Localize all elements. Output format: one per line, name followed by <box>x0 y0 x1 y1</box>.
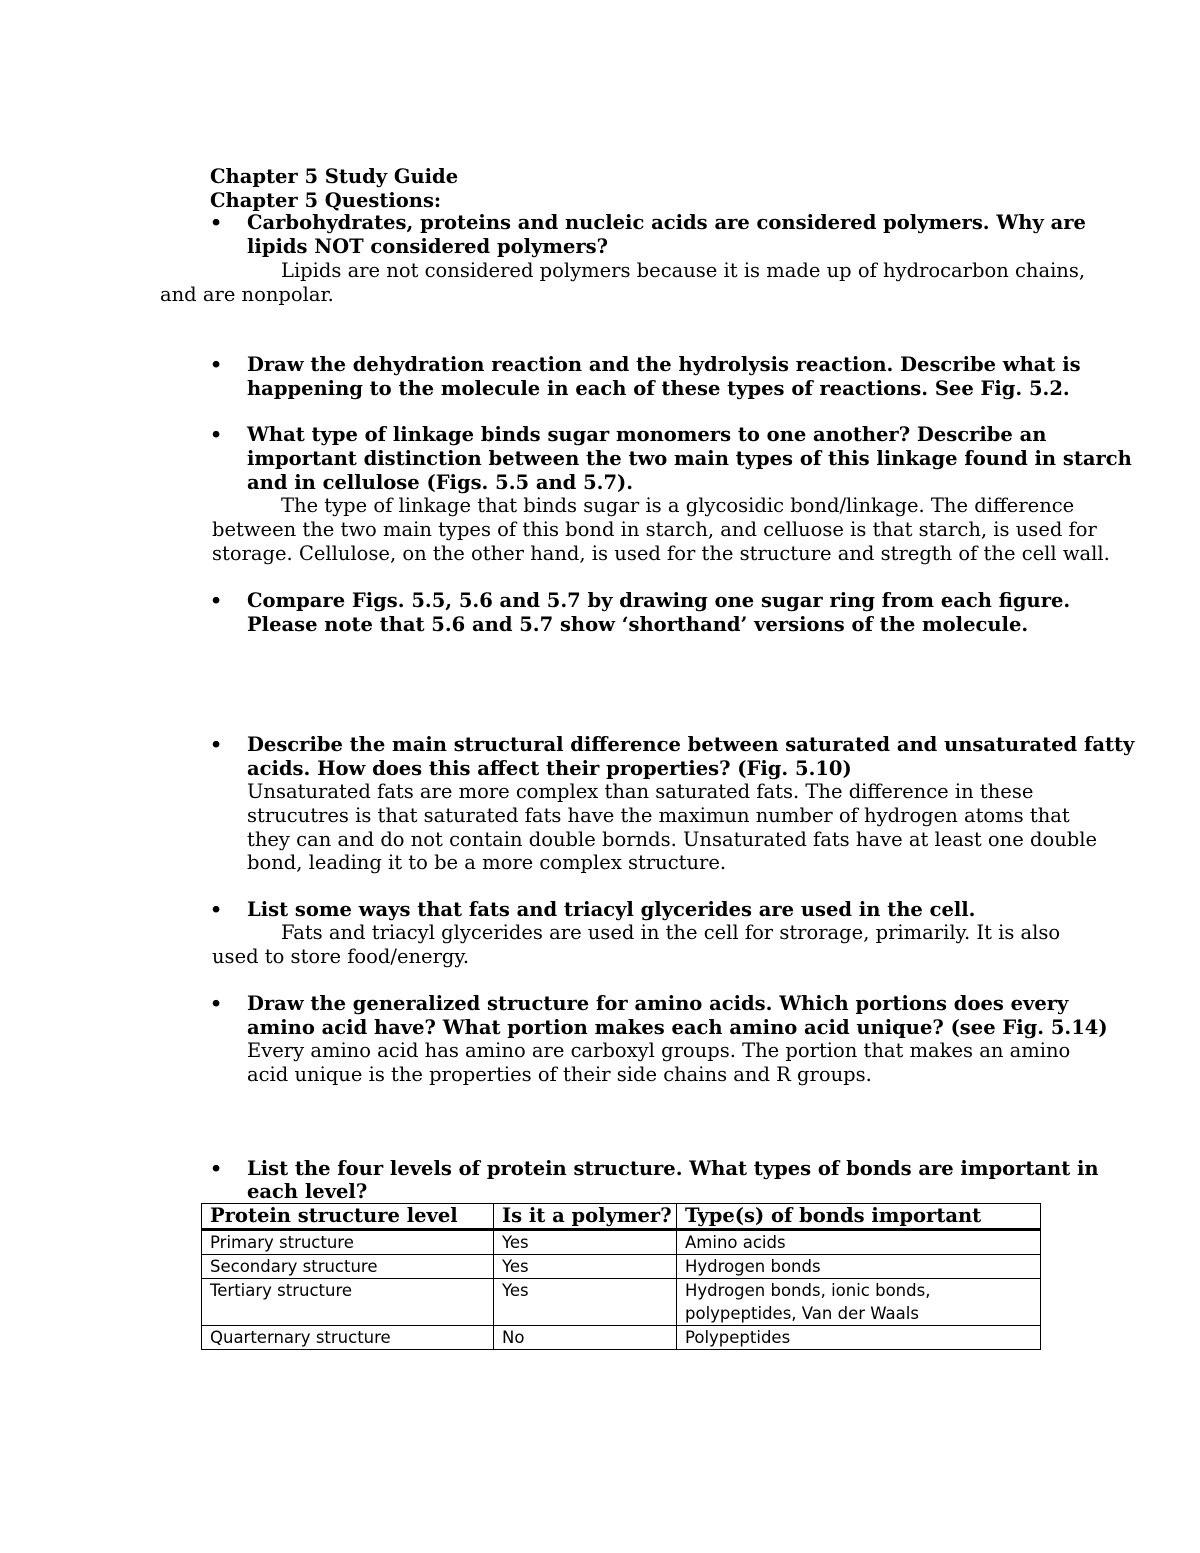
table-row <box>202 1255 1041 1279</box>
table-cell <box>677 1279 1041 1326</box>
bullet-icon: • <box>210 212 223 234</box>
page-title: Chapter 5 Study Guide <box>210 165 459 188</box>
question-5-text: acids. How does this affect their properties? (Fig. 5.10) <box>247 757 852 780</box>
table-cell: No <box>494 1326 677 1350</box>
table-cell: Yes <box>494 1255 677 1279</box>
table-cell: Amino acids <box>677 1230 1041 1255</box>
table-cell-line: polypeptides, Van der Waals <box>685 1304 919 1323</box>
table-cell: Yes <box>494 1230 677 1255</box>
question-4-text: Please note that 5.6 and 5.7 show ‘shorthand’ versions of the molecule. <box>247 613 1029 636</box>
answer-1-text: and are nonpolar. <box>160 283 334 306</box>
table-cell: Quarternary structure <box>202 1326 494 1350</box>
table-cell-line: Hydrogen bonds, ionic bonds, <box>685 1281 931 1300</box>
question-6-text: List some ways that fats and triacyl glycerides are used in the cell. <box>247 898 976 921</box>
answer-5-text: bond, leading it to be a more complex structure. <box>247 851 727 874</box>
answer-5-text: Unsaturated fats are more complex than saturated fats. The difference in these <box>247 780 1034 803</box>
table-cell: Yes <box>494 1279 677 1326</box>
answer-7-text: Every amino acid has amino are carboxyl groups. The portion that makes an amino <box>247 1039 1071 1062</box>
question-4-text: Compare Figs. 5.5, 5.6 and 5.7 by drawing one sugar ring from each figure. <box>247 589 1071 612</box>
table-cell: Primary structure <box>202 1230 494 1255</box>
answer-5-text: strucutres is that saturated fats have the maximun number of hydrogen atoms that <box>247 804 1070 827</box>
question-3-text: and in cellulose (Figs. 5.5 and 5.7). <box>247 471 634 494</box>
page-subtitle: Chapter 5 Questions: <box>210 189 442 212</box>
question-3-text: important distinction between the two main types of this linkage found in starch <box>247 447 1132 470</box>
question-1-text: lipids NOT considered polymers? <box>247 235 609 258</box>
question-1-text: Carbohydrates, proteins and nucleic acids are considered polymers. Why are <box>247 211 1086 234</box>
question-3-text: What type of linkage binds sugar monomers to one another? Describe an <box>247 423 1047 446</box>
table-cell: Hydrogen bonds <box>677 1255 1041 1279</box>
bullet-icon: • <box>210 354 223 376</box>
protein-structure-table <box>201 1203 1041 1350</box>
table-cell: Polypeptides <box>677 1326 1041 1350</box>
table-row <box>202 1279 1041 1326</box>
answer-5-text: they can and do not contain double bornds. Unsaturated fats have at least one double <box>247 828 1098 851</box>
answer-3-text: between the two main types of this bond in starch, and celluose is that starch, is used for <box>212 518 1097 541</box>
answer-6-text: used to store food/energy. <box>212 945 470 968</box>
bullet-icon: • <box>210 993 223 1015</box>
bullet-icon: • <box>210 899 223 921</box>
table-cell: Secondary structure <box>202 1255 494 1279</box>
table-header-row <box>202 1204 1041 1230</box>
answer-1-text: Lipids are not considered polymers because it is made up of hydrocarbon chains, <box>281 259 1086 282</box>
answer-3-text: The type of linkage that binds sugar is a glycosidic bond/linkage. The difference <box>281 494 1075 517</box>
bullet-icon: • <box>210 734 223 756</box>
question-8-text: List the four levels of protein structure. What types of bonds are important in <box>247 1157 1099 1180</box>
bullet-icon: • <box>210 590 223 612</box>
question-2-text: happening to the molecule in each of these types of reactions. See Fig. 5.2. <box>247 377 1070 400</box>
bullet-icon: • <box>210 424 223 446</box>
question-7-text: Draw the generalized structure for amino acids. Which portions does every <box>247 992 1069 1015</box>
table-row <box>202 1326 1041 1350</box>
column-header: Type(s) of bonds important <box>677 1204 1041 1230</box>
answer-6-text: Fats and triacyl glycerides are used in the cell for strorage, primarily. It is also <box>281 921 1061 944</box>
question-2-text: Draw the dehydration reaction and the hydrolysis reaction. Describe what is <box>247 353 1081 376</box>
column-header: Protein structure level <box>202 1204 494 1230</box>
answer-7-text: acid unique is the properties of their side chains and R groups. <box>247 1063 872 1086</box>
column-header: Is it a polymer? <box>494 1204 677 1230</box>
question-8-text: each level? <box>247 1180 368 1203</box>
question-7-text: amino acid have? What portion makes each amino acid unique? (see Fig. 5.14) <box>247 1016 1108 1039</box>
table-row <box>202 1230 1041 1255</box>
question-5-text: Describe the main structural difference between saturated and unsaturated fatty <box>247 733 1135 756</box>
answer-3-text: storage. Cellulose, on the other hand, is used for the structure and stregth of the cell wall. <box>212 542 1110 565</box>
bullet-icon: • <box>210 1158 223 1180</box>
table-cell: Tertiary structure <box>202 1279 494 1326</box>
